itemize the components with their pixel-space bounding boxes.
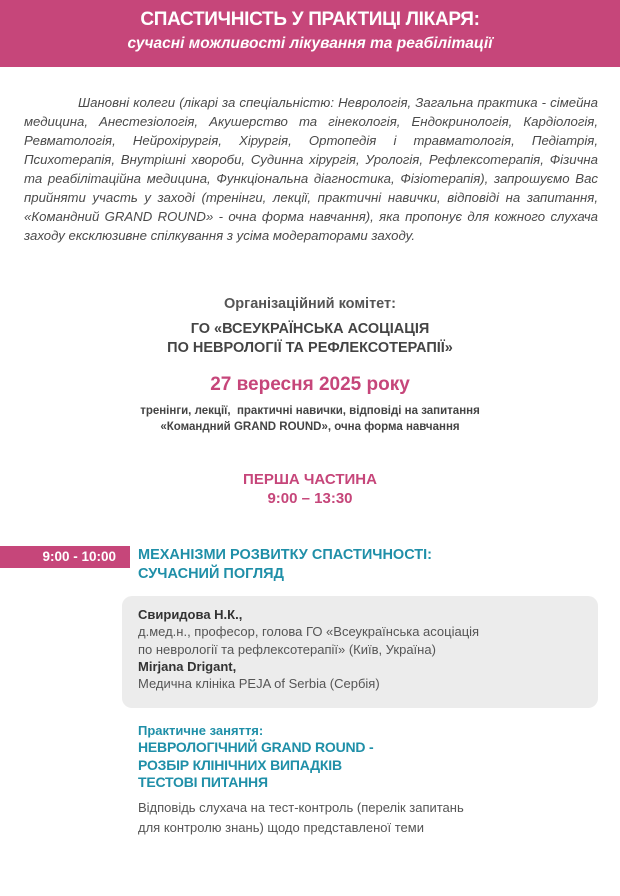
- practice-title-line1: НЕВРОЛОГІЧНИЙ GRAND ROUND -: [138, 739, 374, 755]
- speaker-info: д.мед.н., професор, голова ГО «Всеукраїнська асоціація: [138, 624, 480, 640]
- practice-label: Практичне заняття:: [138, 723, 264, 738]
- part-time: 9:00 – 13:30: [267, 490, 353, 507]
- practice-section: [138, 722, 578, 838]
- session-title-line1: МЕХАНІЗМИ РОЗВИТКУ СПАСТИЧНОСТІ:: [138, 547, 433, 563]
- practice-title-line3: ТЕСТОВІ ПИТАННЯ: [138, 774, 268, 790]
- practice-desc-line1: Відповідь слухача на тест-контроль (перелік запитань: [138, 799, 464, 815]
- event-format-line2: «Командний GRAND ROUND», очна форма навчання: [160, 420, 460, 433]
- event-format-line1: тренінги, лекції, практичні навички, відповіді на запитання: [140, 405, 480, 417]
- speaker-info: Медична клініка PEJA of Serbia (Сербія): [138, 676, 380, 692]
- page-subtitle: сучасні можливості лікування та реабілітації: [127, 35, 493, 52]
- part-title: ПЕРША ЧАСТИНА: [243, 471, 377, 488]
- session-time-badge: 9:00 - 10:00: [0, 546, 130, 568]
- header-banner: [0, 0, 620, 67]
- intro-paragraph: Шановні колеги (лікарі за спеціальністю: Неврологія, Загальна практика - сімейна медицина, Анестезіологія, Акушерство та гінекологія, Ендокринологія, Кардіологія, Ревматологія, Нейрохірургія, Хірургія, Ортопедія і травматологія, Педіатрія, Психотерапія, Внутрішні хвороби, Судинна хірургія, Урологія, Рефлексотерапія, Фізична та реабілітаційна медицина, Функціональна діагностика, Фізіотерапія), запрошуємо Вас прийняти участь у заході (тренінги, лекції, практичні навички, відповіді на запитання, «Командний GRAND ROUND» - очна форма навчання), яка пропонує для кожного слухача заходу ексклюзивне спілкування з усіма модераторами заходу.: [24, 95, 598, 243]
- practice-title-line2: РОЗБІР КЛІНІЧНИХ ВИПАДКІВ: [138, 756, 342, 773]
- practice-desc-line2: для контролю знань) щодо представленої теми: [138, 819, 424, 835]
- page-title: СПАСТИЧНІСТЬ У ПРАКТИЦІ ЛІКАРЯ:: [140, 9, 480, 30]
- speakers-card: [122, 596, 598, 708]
- session-title-line2: СУЧАСНИЙ ПОГЛЯД: [138, 566, 284, 582]
- session-title: [138, 546, 578, 584]
- practice-description: [138, 798, 578, 838]
- speaker-name: Mirjana Drigant,: [138, 658, 237, 674]
- event-date: 27 вересня 2025 року: [210, 374, 410, 395]
- organizer-name: [0, 320, 620, 358]
- speaker-info: по неврології та рефлексотерапії» (Київ, Україна): [138, 641, 436, 657]
- speaker-name: Свиридова Н.К.,: [138, 607, 243, 622]
- organizer-label: Організаційний комітет:: [224, 296, 396, 312]
- organizer-name-line1: ГО «ВСЕУКРАЇНСЬКА АСОЦІАЦІЯ: [190, 321, 430, 337]
- event-format: [0, 404, 620, 435]
- organizer-name-line2: ПО НЕВРОЛОГІЇ ТА РЕФЛЕКСОТЕРАПІЇ»: [167, 340, 453, 356]
